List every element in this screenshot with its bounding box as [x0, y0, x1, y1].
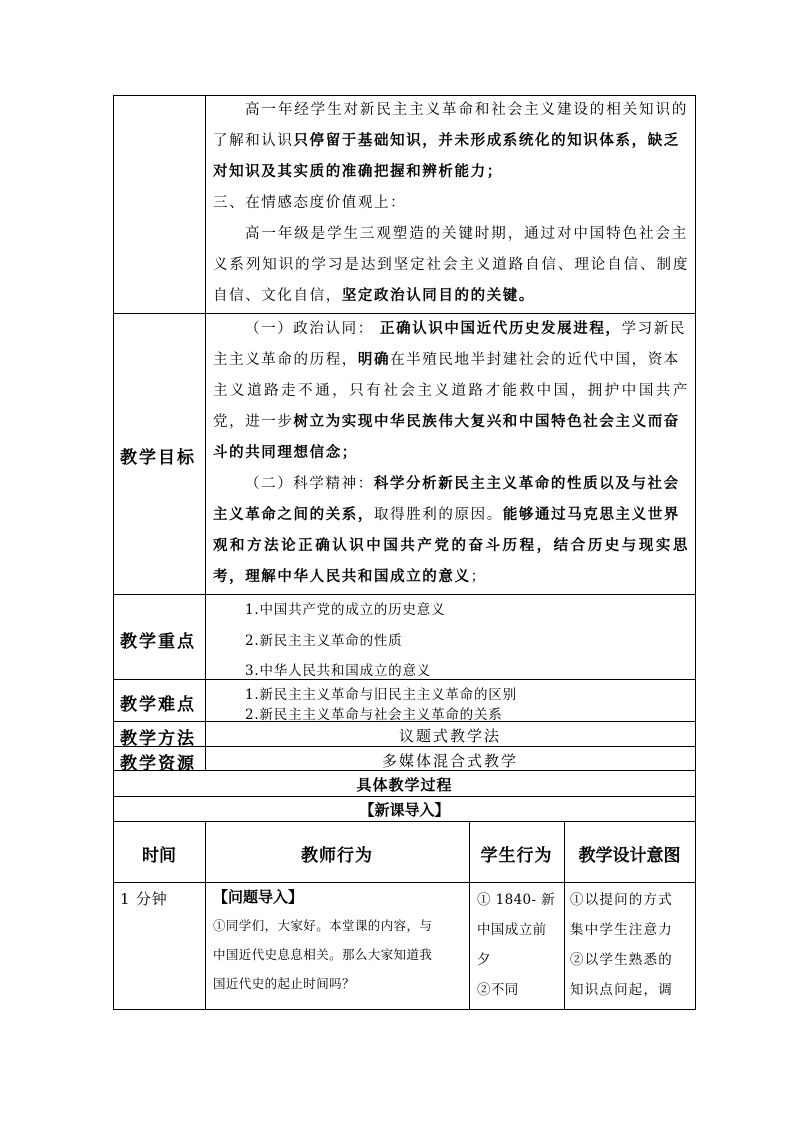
difficulty-item: 1.新民主主义革命与旧民主主义革命的区别 — [245, 687, 517, 703]
goal-line: （一）政治认同： 正确认识中国近代历史发展进程，学习新民 — [245, 320, 686, 337]
key-point-item: 2.新民主主义革命的性质 — [245, 633, 403, 649]
resources-value: 多媒体混合式教学 — [381, 752, 518, 770]
analysis-line: 对知识及其实质的准确把握和辨析能力； — [213, 163, 503, 180]
table-border-left — [113, 95, 114, 1009]
goal-line: 党，进一步树立为实现中华民族伟大复兴和中国特色社会主义而奋 — [213, 413, 680, 430]
analysis-line: 高一年经学生对新民主主义革命和社会主义建设的相关知识的 — [245, 102, 688, 118]
goal-line: 主义革命之间的关系，取得胜利的原因。能够通过马克思主义世界 — [213, 506, 680, 523]
intent-line: ①以提问的方式 — [570, 892, 673, 908]
method-label: 教学方法 — [120, 729, 196, 749]
intent-line: ②以学生熟悉的 — [570, 952, 673, 968]
table-border-top — [113, 95, 696, 96]
resources-label: 教学资源 — [120, 754, 196, 774]
goal-line: 斗的共同理想信念； — [213, 444, 358, 461]
header-intent: 教学设计意图 — [578, 846, 681, 866]
header-time: 时间 — [142, 846, 176, 866]
teacher-line: 国近代史的起止时间吗？ — [213, 976, 355, 991]
teacher-line: ①同学们，大家好。本堂课的内容，与 — [213, 918, 433, 933]
goal-line: 考，理解中华人民共和国成立的意义； — [213, 568, 487, 585]
analysis-line: 自信、文化自信，坚定政治认同目的的关键。 — [213, 287, 536, 304]
teaching-goals-label: 教学目标 — [120, 448, 196, 468]
goal-line: 主主义革命的历程，明确在半殖民地半封建社会的近代中国，资本 — [213, 351, 680, 368]
teacher-section-title: 【问题导入】 — [213, 888, 304, 906]
difficulty-item: 2.新民主主义革命与社会主义革命的关系 — [245, 707, 503, 723]
process-title: 具体教学过程 — [356, 776, 453, 794]
analysis-line: 义系列知识的学习是达到坚定社会主义道路自信、理论自信、制度 — [213, 257, 689, 273]
label-column-divider — [205, 95, 206, 770]
key-points-label: 教学重点 — [120, 632, 196, 652]
section-title: 【新课导入】 — [359, 801, 450, 819]
goal-line: 主义道路走不通，只有社会主义道路才能救中国，拥护中国共产 — [213, 383, 689, 399]
goal-line: 观和方法论正确认识中国共产党的奋斗历程，结合历史与现实思 — [213, 537, 689, 554]
header-teacher: 教师行为 — [301, 846, 373, 866]
intent-line: 集中学生注意力 — [570, 922, 673, 938]
table-border-right — [695, 95, 696, 1009]
teacher-line: 中国近代史息息相关。那么大家知道我 — [213, 947, 433, 962]
table-border-bottom — [113, 1009, 696, 1010]
header-student: 学生行为 — [480, 846, 553, 866]
analysis-line: 高一年级是学生三观塑造的关键时期，通过对中国特色社会主 — [245, 226, 688, 242]
difficulties-label: 教学难点 — [120, 695, 196, 715]
goal-line: （二）科学精神：科学分析新民主主义革命的性质以及与社会 — [245, 475, 680, 492]
student-line: 中国成立前 — [477, 922, 547, 938]
student-line: 夕 — [477, 952, 491, 968]
key-point-item: 1.中国共产党的成立的历史意义 — [245, 602, 446, 618]
analysis-heading: 三、在情感态度价值观上： — [213, 195, 407, 211]
row-time: 1 分钟 — [120, 890, 168, 908]
intent-line: 知识点问起，调 — [570, 982, 673, 998]
analysis-line: 了解和认识只停留于基础知识，并未形成系统化的知识体系，缺乏 — [213, 132, 680, 149]
student-line: ① 1840- 新 — [477, 892, 556, 908]
student-line: ②不同 — [477, 982, 519, 998]
method-value: 议题式教学法 — [398, 727, 501, 745]
key-point-item: 3.中华人民共和国成立的意义 — [245, 663, 432, 679]
